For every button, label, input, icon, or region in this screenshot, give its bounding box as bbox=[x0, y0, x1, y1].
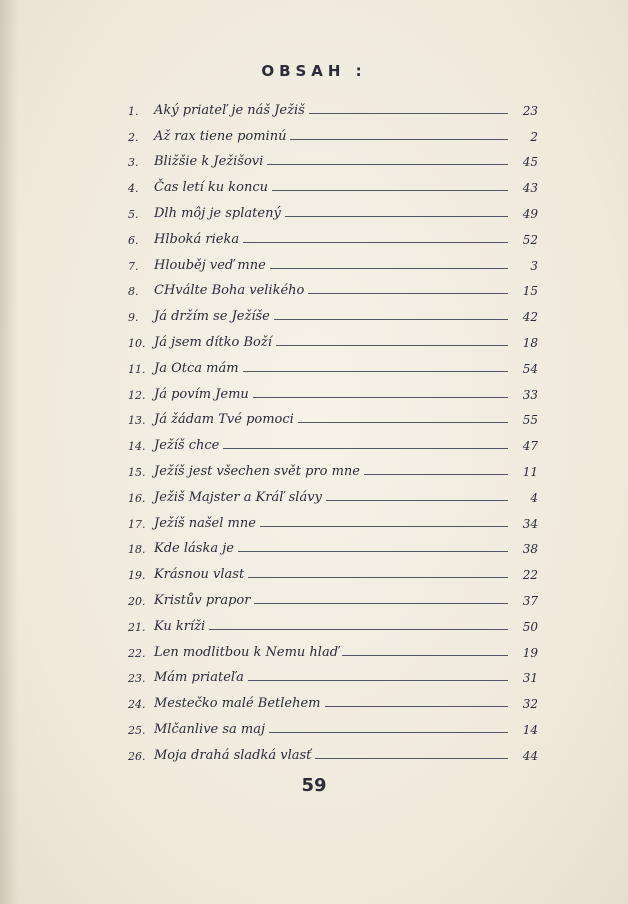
leader-line bbox=[269, 731, 508, 733]
toc-entry bbox=[128, 608, 538, 634]
toc-entry bbox=[128, 221, 538, 247]
entry-number: 2. bbox=[128, 130, 139, 144]
toc-entry bbox=[128, 634, 538, 660]
entry-number: 4. bbox=[128, 182, 139, 196]
entry-title: Já jsem dítko Boží bbox=[154, 334, 272, 350]
entry-page: 47 bbox=[522, 439, 538, 454]
entry-number: 20. bbox=[128, 594, 146, 608]
entry-number: 23. bbox=[128, 672, 146, 686]
toc-entry bbox=[128, 324, 538, 350]
entry-title: Ježíš jest všechen svět pro mne bbox=[154, 463, 360, 479]
entry-page: 34 bbox=[522, 516, 538, 531]
entry-number: 1. bbox=[128, 104, 139, 118]
entry-page: 31 bbox=[522, 671, 538, 686]
toc-entry bbox=[128, 479, 538, 505]
toc-entry bbox=[128, 660, 538, 686]
toc-entry bbox=[128, 376, 538, 402]
entry-title: Len modlitbou k Nemu hlaď bbox=[154, 644, 339, 660]
entry-number: 3. bbox=[128, 156, 139, 170]
entry-number: 14. bbox=[128, 440, 146, 454]
entry-title: Mestečko malé Betlehem bbox=[154, 696, 321, 712]
entry-title: Čas letí ku koncu bbox=[154, 180, 268, 196]
entry-page: 38 bbox=[522, 542, 538, 557]
entry-page: 55 bbox=[522, 413, 538, 428]
entry-title: Až rax tiene pominú bbox=[154, 128, 287, 144]
entry-title: Ja Otca mám bbox=[154, 360, 239, 376]
leader-line bbox=[298, 421, 508, 423]
leader-line bbox=[248, 679, 508, 681]
entry-page: 54 bbox=[522, 361, 538, 376]
entry-title: Já držím se Ježíše bbox=[154, 309, 270, 325]
toc-entry bbox=[128, 169, 538, 195]
toc-entry bbox=[128, 453, 538, 479]
page-number: 59 bbox=[301, 775, 327, 796]
entry-number: 19. bbox=[128, 569, 146, 583]
leader-line bbox=[253, 396, 508, 398]
entry-page: 50 bbox=[522, 619, 538, 634]
leader-line bbox=[270, 267, 508, 269]
entry-page: 18 bbox=[522, 335, 538, 350]
entry-page: 52 bbox=[522, 232, 538, 247]
entry-number: 8. bbox=[128, 285, 139, 299]
entry-title: Krásnou vlast bbox=[154, 567, 245, 583]
toc-entry bbox=[128, 711, 538, 737]
leader-line bbox=[274, 318, 508, 320]
entry-title: Mlčanlive sa maj bbox=[154, 721, 266, 737]
leader-line bbox=[238, 550, 508, 552]
leader-line bbox=[248, 576, 508, 578]
entry-page: 3 bbox=[530, 258, 538, 273]
entry-number: 13. bbox=[128, 414, 146, 428]
toc-entry bbox=[128, 298, 538, 324]
entry-number: 21. bbox=[128, 620, 146, 634]
leader-line bbox=[325, 705, 509, 707]
leader-line bbox=[309, 112, 508, 114]
entry-page: 33 bbox=[522, 387, 538, 402]
leader-line bbox=[342, 654, 508, 656]
toc-entry bbox=[128, 531, 538, 557]
entry-number: 11. bbox=[128, 362, 146, 376]
toc-entry bbox=[128, 92, 538, 118]
entry-title: Mám priateľa bbox=[154, 670, 244, 686]
entry-title: Moja drahá sladká vlasť bbox=[154, 747, 312, 763]
entry-page: 45 bbox=[522, 155, 538, 170]
entry-title: Kristův prapor bbox=[154, 592, 251, 608]
toc-heading: OBSAH : bbox=[261, 62, 367, 80]
entry-title: Ježíš chce bbox=[154, 438, 220, 454]
toc-entry bbox=[128, 402, 538, 428]
entry-page: 2 bbox=[530, 129, 538, 144]
leader-line bbox=[315, 757, 508, 759]
entry-page: 22 bbox=[522, 568, 538, 583]
entry-number: 24. bbox=[128, 698, 146, 712]
leader-line bbox=[267, 163, 508, 165]
entry-title: Kde láska je bbox=[154, 541, 234, 557]
entry-page: 32 bbox=[522, 697, 538, 712]
entry-title: Bližšie k Ježišovi bbox=[154, 154, 264, 170]
toc-entry bbox=[128, 556, 538, 582]
toc-entry bbox=[128, 144, 538, 170]
entry-title: Já povím Jemu bbox=[154, 386, 249, 402]
leader-line bbox=[285, 215, 508, 217]
toc-entry bbox=[128, 350, 538, 376]
entry-page: 4 bbox=[530, 490, 538, 505]
toc-entry bbox=[128, 247, 538, 273]
entry-number: 6. bbox=[128, 233, 139, 247]
entry-number: 18. bbox=[128, 543, 146, 557]
entry-page: 42 bbox=[522, 310, 538, 325]
entry-page: 43 bbox=[522, 181, 538, 196]
entry-title: Ku kríži bbox=[154, 618, 206, 634]
leader-line bbox=[223, 447, 508, 449]
entry-number: 26. bbox=[128, 749, 146, 763]
leader-line bbox=[209, 628, 508, 630]
entry-number: 22. bbox=[128, 646, 146, 660]
entry-number: 9. bbox=[128, 311, 139, 325]
entry-number: 25. bbox=[128, 723, 146, 737]
leader-line bbox=[243, 370, 508, 372]
entry-title: Ježíš našel mne bbox=[154, 515, 256, 531]
entry-page: 14 bbox=[522, 722, 538, 737]
toc-entry bbox=[128, 737, 538, 763]
leader-line bbox=[243, 241, 508, 243]
entry-number: 16. bbox=[128, 491, 146, 505]
entry-page: 49 bbox=[522, 206, 538, 221]
entry-page: 19 bbox=[522, 645, 538, 660]
leader-line bbox=[260, 525, 508, 527]
entry-title: Ježiš Majster a Kráľ slávy bbox=[154, 489, 322, 505]
toc-entry bbox=[128, 685, 538, 711]
toc-entry bbox=[128, 427, 538, 453]
entry-number: 7. bbox=[128, 259, 139, 273]
entry-title: Hlouběj veď mne bbox=[154, 257, 266, 273]
entry-page: 44 bbox=[522, 748, 538, 763]
entry-title: Dlh môj je splatený bbox=[154, 205, 281, 221]
leader-line bbox=[276, 344, 508, 346]
entry-title: CHválte Boha velikého bbox=[154, 283, 305, 299]
entry-page: 11 bbox=[522, 464, 538, 479]
leader-line bbox=[364, 473, 508, 475]
entry-number: 12. bbox=[128, 388, 146, 402]
entry-title: Hlboká rieka bbox=[154, 231, 240, 247]
leader-line bbox=[254, 602, 508, 604]
leader-line bbox=[308, 292, 508, 294]
toc-entry bbox=[128, 582, 538, 608]
entry-title: Já žádam Tvé pomoci bbox=[154, 412, 294, 428]
leader-line bbox=[326, 499, 508, 501]
leader-line bbox=[290, 138, 508, 140]
toc-entry bbox=[128, 195, 538, 221]
entry-number: 17. bbox=[128, 517, 146, 531]
entry-title: Aký priateľ je náš Ježiš bbox=[154, 102, 305, 118]
entry-number: 15. bbox=[128, 465, 146, 479]
table-of-contents bbox=[128, 92, 538, 763]
toc-entry bbox=[128, 505, 538, 531]
entry-number: 10. bbox=[128, 336, 146, 350]
toc-entry bbox=[128, 118, 538, 144]
entry-page: 37 bbox=[522, 593, 538, 608]
entry-page: 15 bbox=[522, 284, 538, 299]
entry-page: 23 bbox=[522, 103, 538, 118]
entry-number: 5. bbox=[128, 207, 139, 221]
page-edge-shadow bbox=[0, 0, 18, 904]
toc-entry bbox=[128, 273, 538, 299]
leader-line bbox=[272, 189, 508, 191]
